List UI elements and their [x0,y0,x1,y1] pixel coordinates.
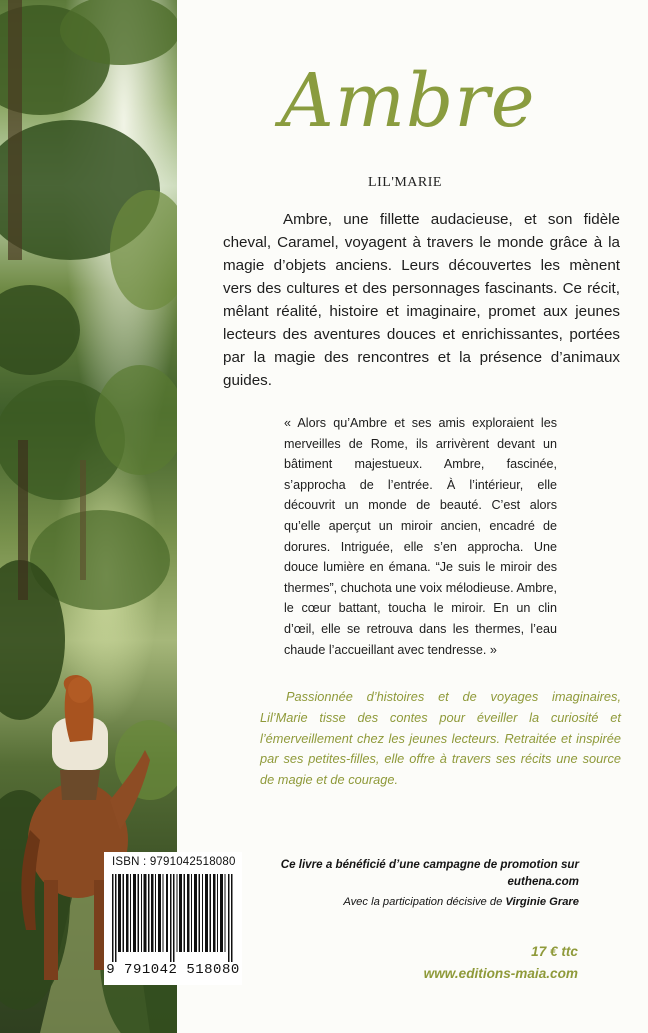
excerpt-quote: « Alors qu’Ambre et ses amis exploraient les merveilles de Rome, ils arrivèrent devant un bâtiment majestueux. Ambre, fascinée, s’approcha de l’entrée. À l’intérieur, elle découvrit un monde de beauté. C’est alors qu’elle aperçut un miroir ancien, encadré de dorures. Intriguée, elle s’en approcha. Une douce lumière en émana. “Je suis le miroir des thermes”, chuchota une voix mélodieuse. Ambre, le cœur battant, toucha le miroir. En un clin d’œil, elle se retrouva dans les thermes, l’eau chaude l’accueillant avec tendresse. » [284,416,558,657]
price-label: 17 € ttc [531,944,578,959]
participation-name: Virginie Grare [505,896,579,908]
book-title: Ambre [280,58,536,144]
isbn-label: ISBN : 9791042518080 [112,856,236,868]
promotion-note: Ce livre a bénéficié d’une campagne de promotion sur euthena.com [280,858,579,888]
isbn-barcode [104,852,242,985]
publisher-website: www.editions-maia.com [423,966,578,981]
barcode-icon [110,874,236,962]
participation-credit [249,896,579,908]
author-bio: Passionnée d’histoires et de voyages imaginaires, Lil’Marie tisse des contes pour éveiller la curiosité et l’émerveillement chez les jeunes lecteurs. Retraitée et inspirée par ses petites-filles, elle offre à travers ses récits une source de magie et de courage. [260,689,621,788]
author-name: LIL'MARIE [368,175,442,190]
participation-prefix: Avec la participation décisive de [343,896,503,908]
barcode-digits: 9 791042 518080 [106,962,240,978]
synopsis-paragraph: Ambre, une fillette audacieuse, et son fidèle cheval, Caramel, voyagent à travers le monde grâce à la magie d’objets anciens. Leurs découvertes les mènent vers des cultures et des personnages fascinants. Ce récit, mêlant réalité, histoire et imaginaire, promet aux jeunes lecteurs des aventures douces et enrichissantes, portées par la magie des rencontres et la présence d’animaux guides. [223,211,620,389]
